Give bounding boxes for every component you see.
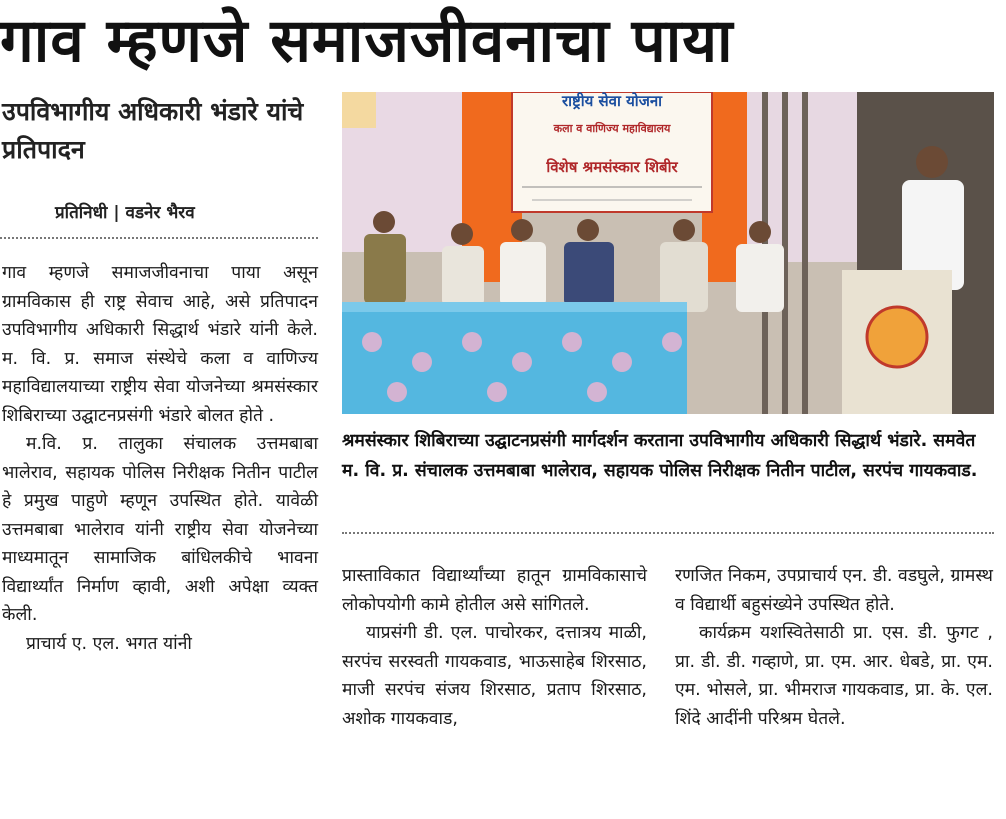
table xyxy=(342,302,687,414)
col2-paragraph-1: प्रास्ताविकात विद्यार्थ्यांच्या हातून ग्रामविकासाचे लोकोपयोगी कामे होतील असे सांगितले. xyxy=(342,566,647,615)
col1-paragraph-1: गाव म्हणजे समाजजीवनाचा पाया असून ग्रामविकास ही राष्ट्र सेवाच आहे, असे प्रतिपादन उपविभागीय अधिकारी सिद्धार्थ भंडारे यांनी केले. म. वि. प्र. समाज संस्थेचे कला व वाणिज्य महाविद्यालयाच्या राष्ट्रीय सेवा योजनेच्या श्रमसंस्कार शिबिराच्या उद्घाटनप्रसंगी भंडारे बोलत होते . xyxy=(2,263,318,426)
banner-camp: विशेष श्रमसंस्कार शिबीर xyxy=(546,158,678,176)
byline: प्रतिनिधी | वडनेर भैरव xyxy=(55,203,195,223)
col3-paragraph-1: रणजित निकम, उपप्राचार्य एन. डी. वडघुले, ग्रामस्थ व विद्यार्थी बहुसंख्येने उपस्थित होते. xyxy=(675,566,993,615)
podium-emblem xyxy=(867,307,927,367)
col1-paragraph-3: प्राचार्य ए. एल. भगत यांनी xyxy=(26,633,192,654)
banner xyxy=(512,92,712,212)
caption-divider xyxy=(342,532,994,534)
article-column-1 xyxy=(2,259,318,658)
col1-paragraph-2: म.वि. प्र. तालुका संचालक उत्तमबाबा भालेराव, सहायक पोलिस निरीक्षक नितीन पाटील हे प्रमुख पाहुणे म्हणून उपस्थित होते. यावेळी उत्तमबाबा भालेराव यांनी राष्ट्रीय सेवा योजनेच्या माध्यमातून सामाजिक बांधिलकीचे भावना विद्यार्थ्यांत निर्माण व्हावी, अशी अपेक्षा व्यक्त केली. xyxy=(2,434,318,625)
article-column-3 xyxy=(675,562,993,733)
event-photo-scene xyxy=(342,92,994,414)
photo-caption: श्रमसंस्कार शिबिराच्या उद्घाटनप्रसंगी मार्गदर्शन करताना उपविभागीय अधिकारी सिद्धार्थ भंडारे. समवेत म. वि. प्र. संचालक उत्तमबाबा भालेराव, सहायक पोलिस निरीक्षक नितीन पाटील, सरपंच गायकवाड. xyxy=(342,431,978,481)
banner-college: कला व वाणिज्य महाविद्यालय xyxy=(553,122,671,135)
subheadline: उपविभागीय अधिकारी भंडारे यांचे प्रतिपादन xyxy=(2,97,304,164)
event-photo xyxy=(342,92,994,414)
headline: गाव म्हणजे समाजजीवनाचा पाया xyxy=(0,6,734,76)
col3-paragraph-2: कार्यक्रम यशस्वितेसाठी प्रा. एस. डी. फुगट , प्रा. डी. डी. गव्हाणे, प्रा. एम. आर. धेबडे, प्रा. एम. एम. भोसले, प्रा. भीमराज गायकवाड, प्रा. के. एल. शिंदे आदींनी परिश्रम घेतले. xyxy=(675,623,993,729)
byline-divider xyxy=(0,237,318,239)
banner-title: राष्ट्रीय सेवा योजना xyxy=(561,92,663,110)
col2-paragraph-2: याप्रसंगी डी. एल. पाचोरकर, दत्तात्रय माळी, सरपंच सरस्वती गायकवाड, भाऊसाहेब शिरसाठ, माजी सरपंच संजय शिरसाठ, प्रताप शिरसाठ, अशोक गायकवाड, xyxy=(342,623,647,729)
article-column-2 xyxy=(342,562,647,733)
